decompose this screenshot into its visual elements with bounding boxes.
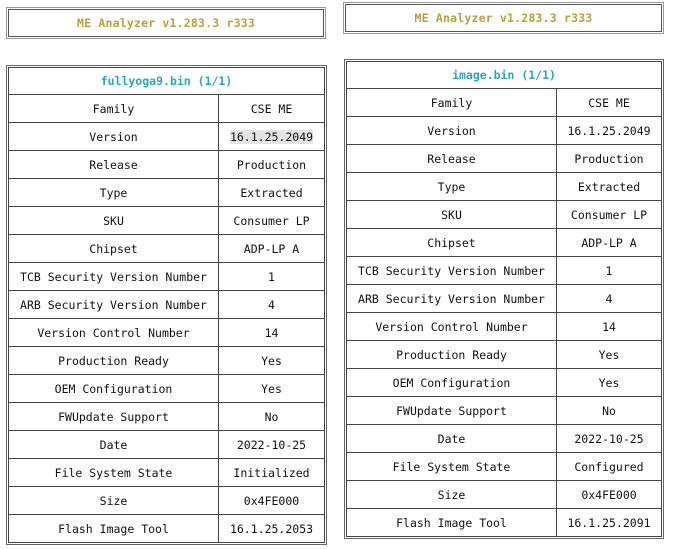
row-label: FWUpdate Support (347, 397, 557, 425)
table-row (9, 319, 325, 347)
app-title-box (8, 9, 324, 37)
row-label: Flash Image Tool (9, 515, 219, 543)
row-label: TCB Security Version Number (9, 263, 219, 291)
row-label: Version (347, 117, 557, 145)
table-row (9, 179, 325, 207)
table-row (347, 89, 662, 117)
row-value: 1 (219, 263, 325, 291)
row-label: Flash Image Tool (347, 509, 557, 537)
row-label: OEM Configuration (9, 375, 219, 403)
table-row (347, 173, 662, 201)
row-label: ARB Security Version Number (9, 291, 219, 319)
row-value: Yes (219, 347, 325, 375)
row-label: Production Ready (347, 341, 557, 369)
row-value: 0x4FE000 (219, 487, 325, 515)
row-value: 16.1.25.2091 (557, 509, 662, 537)
right-analyzer-output (336, 0, 677, 549)
row-label: Family (347, 89, 557, 117)
table-row (347, 313, 662, 341)
table-row (9, 375, 325, 403)
table-row (347, 257, 662, 285)
row-label: Chipset (9, 235, 219, 263)
row-label: Date (347, 425, 557, 453)
table-row (347, 425, 662, 453)
firmware-info-table (8, 67, 325, 543)
row-label: Size (9, 487, 219, 515)
firmware-info-table (346, 61, 662, 537)
row-value: 16.1.25.2049 (557, 117, 662, 145)
row-value: Initialized (219, 459, 325, 487)
row-label: File System State (347, 453, 557, 481)
row-label: Production Ready (9, 347, 219, 375)
selected-text[interactable]: 16.1.25.2049 (229, 129, 314, 144)
table-row (9, 291, 325, 319)
table-row (9, 487, 325, 515)
table-row (347, 453, 662, 481)
table-row (9, 403, 325, 431)
row-label: Date (9, 431, 219, 459)
row-value: ADP-LP A (557, 229, 662, 257)
table-header-row (9, 68, 325, 95)
table-row (9, 151, 325, 179)
row-label: Version (9, 123, 219, 151)
row-value: Production (557, 145, 662, 173)
row-value: 1 (557, 257, 662, 285)
app-title: ME Analyzer v1.283.3 r333 (76, 16, 256, 30)
row-label: FWUpdate Support (9, 403, 219, 431)
row-value: Extracted (557, 173, 662, 201)
app-title-box (345, 4, 662, 32)
row-label: Family (9, 95, 219, 123)
row-label: Version Control Number (347, 313, 557, 341)
row-label: SKU (347, 201, 557, 229)
row-value: 4 (219, 291, 325, 319)
row-label: Type (347, 173, 557, 201)
row-value: 0x4FE000 (557, 481, 662, 509)
row-value: 2022-10-25 (219, 431, 325, 459)
table-row (9, 235, 325, 263)
table-row (9, 515, 325, 543)
left-analyzer-output (0, 0, 336, 549)
table-row (347, 229, 662, 257)
row-label: Release (9, 151, 219, 179)
table-header-row (347, 62, 662, 89)
row-value: Extracted (219, 179, 325, 207)
row-value: CSE ME (219, 95, 325, 123)
table-row (347, 201, 662, 229)
row-label: OEM Configuration (347, 369, 557, 397)
table-row (347, 397, 662, 425)
table-row (9, 263, 325, 291)
row-value: Configured (557, 453, 662, 481)
row-value: No (557, 397, 662, 425)
row-label: File System State (9, 459, 219, 487)
file-header: image.bin (1/1) (347, 62, 662, 89)
table-row (9, 347, 325, 375)
table-row (347, 509, 662, 537)
row-value: 14 (557, 313, 662, 341)
row-value: 2022-10-25 (557, 425, 662, 453)
table-row (347, 117, 662, 145)
table-row (347, 481, 662, 509)
app-title: ME Analyzer v1.283.3 r333 (414, 11, 593, 25)
row-value: 16.1.25.2053 (219, 515, 325, 543)
row-value: Consumer LP (219, 207, 325, 235)
row-label: TCB Security Version Number (347, 257, 557, 285)
table-row (347, 369, 662, 397)
row-label: SKU (9, 207, 219, 235)
table-row (347, 145, 662, 173)
row-value: Yes (557, 369, 662, 397)
row-value: 4 (557, 285, 662, 313)
row-value: Yes (557, 341, 662, 369)
row-value: CSE ME (557, 89, 662, 117)
row-label: Type (9, 179, 219, 207)
row-value: Yes (219, 375, 325, 403)
table-row (9, 431, 325, 459)
table-row (347, 341, 662, 369)
row-value: No (219, 403, 325, 431)
row-value: ADP-LP A (219, 235, 325, 263)
table-row (9, 95, 325, 123)
row-value: 14 (219, 319, 325, 347)
row-label: Release (347, 145, 557, 173)
row-value: Consumer LP (557, 201, 662, 229)
table-row (9, 459, 325, 487)
row-label: ARB Security Version Number (347, 285, 557, 313)
table-row (347, 285, 662, 313)
row-value (219, 123, 325, 151)
row-value: Production (219, 151, 325, 179)
table-row (9, 207, 325, 235)
row-label: Size (347, 481, 557, 509)
file-header: fullyoga9.bin (1/1) (9, 68, 325, 95)
row-label: Version Control Number (9, 319, 219, 347)
table-row (9, 123, 325, 151)
row-label: Chipset (347, 229, 557, 257)
